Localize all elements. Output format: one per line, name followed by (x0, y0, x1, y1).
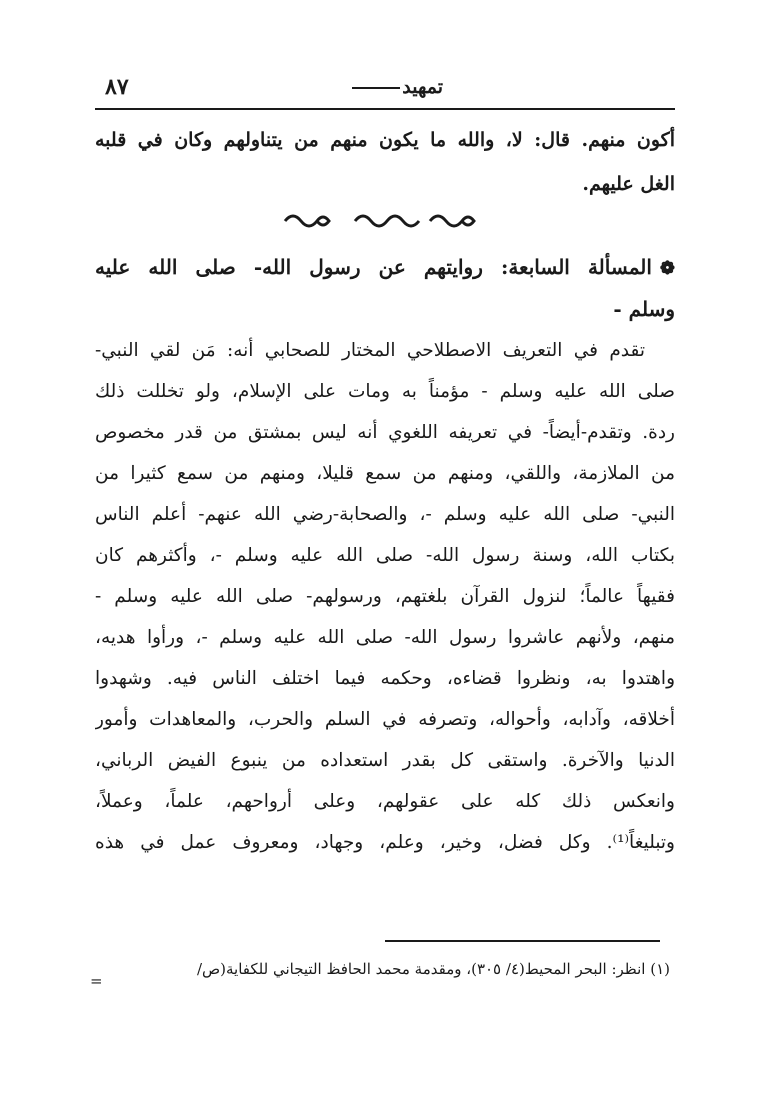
page-header (95, 70, 675, 110)
section-heading-text: المسألة السابعة: روايتهم عن رسول الله- صلى الله عليه (95, 255, 652, 279)
section-heading-continued: وسلم - (613, 297, 675, 321)
intro-line: أكون منهم. قال: لا، والله ما يكون منهم من يتناولهم وكان في قلبه (95, 129, 675, 151)
paragraph-line: ردة. وتقدم-أيضاً- في تعريفه اللغوي أنه ليس بمشتق من قدر مخصوص (95, 422, 675, 443)
running-title: تمهيد (352, 76, 443, 98)
footnote-rule (385, 940, 660, 942)
body-paragraph (95, 330, 675, 863)
paragraph-line: النبي- صلى الله عليه وسلم -، والصحابة-رضي الله عنهم- أعلم الناس (95, 504, 675, 525)
paragraph-line: أخلاقه، وآدابه، وأحواله، وتصرفه في السلم والحرب، والمعاهدات وأمور (95, 709, 675, 730)
ornament-divider-icon (280, 209, 490, 233)
intro-line: الغل عليهم. (582, 173, 675, 195)
paragraph-line: منهم، ولأنهم عاشروا رسول الله- صلى الله عليه وسلم -، ورأوا هديه، (95, 627, 675, 648)
paragraph-line: الدنيا والآخرة. واستقى كل بقدر استعداده من ينبوع الفيض الرباني، (95, 750, 675, 771)
paragraph-line: صلى الله عليه وسلم - مؤمناً به ومات على الإسلام، ولو تخللت ذلك (95, 381, 675, 402)
paragraph-line: وتبليغاً⁽¹⁾. وكل فضل، وخير، وعلم، وجهاد، ومعروف عمل في هذه (95, 832, 675, 853)
paragraph-line: واهتدوا به، ونظروا قضاءه، وحكمه فيما اختلف الناس فيه. وشهدوا (95, 668, 675, 689)
paragraph-line: تقدم في التعريف الاصطلاحي المختار للصحابي أنه: مَن لقي النبي- (95, 340, 645, 361)
ornament-flower-icon: ❁ (659, 258, 675, 279)
footnote: (١) انظر: البحر المحيط(٤/ ٣٠٥)، ومقدمة محمد الحافظ التيجاني للكفاية(ص/ (196, 960, 670, 978)
paragraph-line: بكتاب الله، وسنة رسول الله- صلى الله عليه وسلم -، وأكثرهم كان (95, 545, 675, 566)
footnote-continuation-mark: = (90, 972, 103, 990)
paragraph-line: من الملازمة، واللقي، ومنهم من سمع قليلا، ومنهم من سمع كثيرا من (95, 463, 675, 484)
page-number: ٨٧ (105, 74, 129, 100)
paragraph-line: فقيهاً عالماً؛ لنزول القرآن بلغتهم، ورسولهم- صلى الله عليه وسلم - (95, 586, 675, 607)
section-heading (95, 246, 675, 288)
header-rule (95, 108, 675, 110)
section-ornament (95, 206, 675, 246)
paragraph-line: وانعكس ذلك كله على عقولهم، وعلى أرواحهم، علماً، وعملاً، (95, 791, 675, 812)
page-body (95, 118, 675, 863)
